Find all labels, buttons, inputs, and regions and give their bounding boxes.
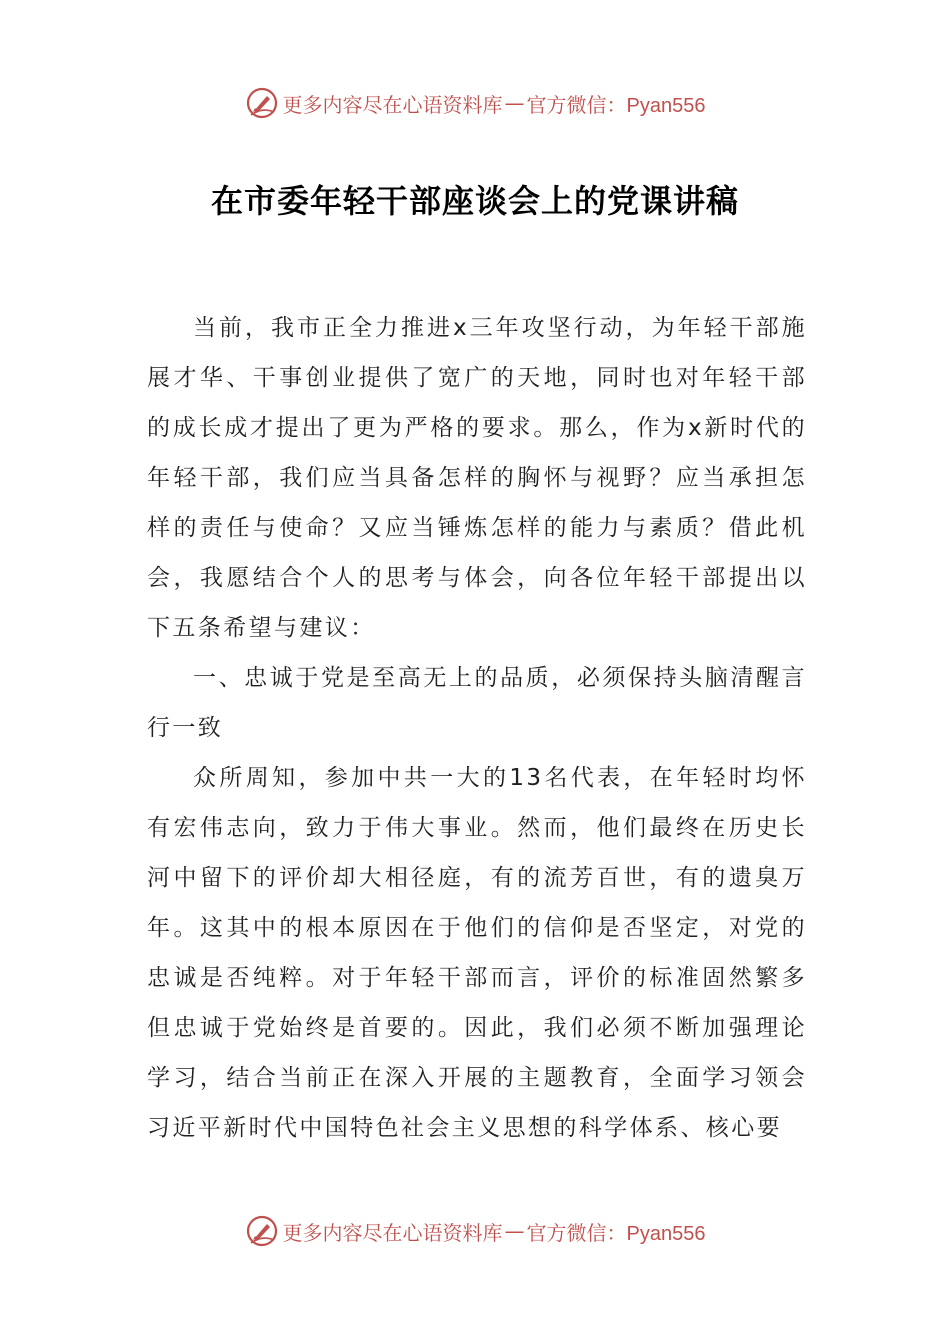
footer-banner-separator: — — [504, 1219, 525, 1243]
footer-banner-wechat: 官方微信：Pyan556 — [526, 1222, 706, 1245]
document-body — [147, 303, 807, 1153]
footer-banner-text: 更多内容尽在心语资料库 — [282, 1220, 503, 1245]
paragraph-intro: 当前，我市正全力推进x三年攻坚行动，为年轻干部施展才华、干事创业提供了宽广的天地，同时也对年轻干部的成长成才提出了更为严格的要求。那么，作为x新时代的年轻干部，我们应当具备怎样的胸怀与视野？应当承担怎样的责任与使命？又应当锤炼怎样的能力与素质？借此机会，我愿结合个人的思考与体会，向各位年轻干部提出以下五条希望与建议： — [147, 315, 807, 641]
paragraph-section-1: 众所周知，参加中共一大的13名代表，在年轻时均怀有宏伟志向，致力于伟大事业。然而，他们最终在历史长河中留下的评价却大相径庭，有的流芳百世，有的遗臭万年。这其中的根本原因在于他们的信仰是否坚定，对党的忠诚是否纯粹。对于年轻干部而言，评价的标准固然繁多但忠诚于党始终是首要的。因此，我们必须不断加强理论学习，结合当前正在深入开展的主题教育，全面学习领会习近平新时代中国特色社会主义思想的科学体系、核心要 — [147, 765, 807, 1141]
header-banner-text: 更多内容尽在心语资料库 — [282, 92, 503, 117]
header-banner-wechat: 官方微信：Pyan556 — [526, 94, 706, 117]
pen-logo-icon — [245, 1214, 279, 1248]
section-heading-1: 一、忠诚于党是至高无上的品质，必须保持头脑清醒言行一致 — [147, 665, 807, 741]
document-title: 在市委年轻干部座谈会上的党课讲稿 — [210, 182, 739, 220]
header-banner — [0, 83, 950, 123]
header-banner-separator: — — [504, 91, 525, 115]
footer-banner — [0, 1211, 950, 1251]
pen-logo-icon — [245, 86, 279, 120]
